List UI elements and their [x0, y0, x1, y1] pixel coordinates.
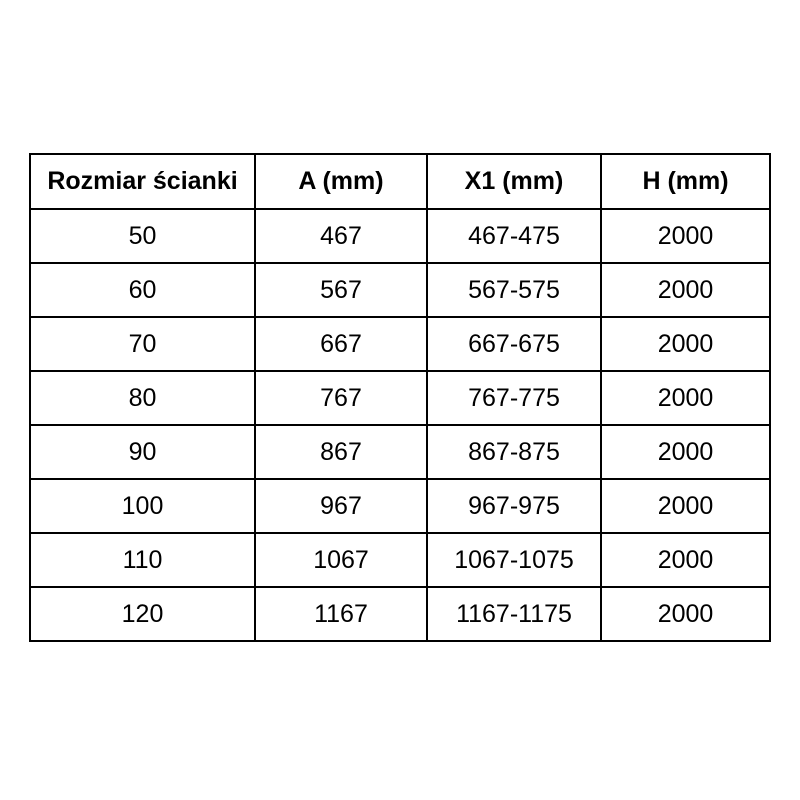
table-cell: 50 [30, 209, 255, 263]
table-header [30, 154, 770, 209]
column-header-rozmiar-scianki: Rozmiar ścianki [30, 154, 255, 209]
table-cell: 1167 [255, 587, 427, 641]
column-header-x1-mm: X1 (mm) [427, 154, 601, 209]
header-row [30, 154, 770, 209]
table-row [30, 371, 770, 425]
table-row [30, 317, 770, 371]
table-cell: 90 [30, 425, 255, 479]
table-cell: 467 [255, 209, 427, 263]
table-cell: 60 [30, 263, 255, 317]
table-cell: 967-975 [427, 479, 601, 533]
table-cell: 2000 [601, 371, 770, 425]
table-row [30, 533, 770, 587]
table-row [30, 587, 770, 641]
table-cell: 2000 [601, 479, 770, 533]
table-cell: 767-775 [427, 371, 601, 425]
table-row [30, 263, 770, 317]
spec-table-container [29, 153, 771, 642]
table-cell: 2000 [601, 587, 770, 641]
table-cell: 1067 [255, 533, 427, 587]
table-cell: 2000 [601, 533, 770, 587]
dimensions-table [29, 153, 771, 642]
table-cell: 2000 [601, 209, 770, 263]
table-cell: 100 [30, 479, 255, 533]
table-cell: 567 [255, 263, 427, 317]
table-body [30, 209, 770, 641]
table-row [30, 479, 770, 533]
column-header-h-mm: H (mm) [601, 154, 770, 209]
column-header-a-mm: A (mm) [255, 154, 427, 209]
table-cell: 2000 [601, 263, 770, 317]
table-cell: 867 [255, 425, 427, 479]
table-cell: 110 [30, 533, 255, 587]
table-row [30, 425, 770, 479]
table-row [30, 209, 770, 263]
table-cell: 867-875 [427, 425, 601, 479]
table-cell: 767 [255, 371, 427, 425]
table-cell: 667-675 [427, 317, 601, 371]
table-cell: 70 [30, 317, 255, 371]
table-cell: 1067-1075 [427, 533, 601, 587]
table-cell: 567-575 [427, 263, 601, 317]
table-cell: 120 [30, 587, 255, 641]
table-cell: 2000 [601, 317, 770, 371]
table-cell: 467-475 [427, 209, 601, 263]
table-cell: 667 [255, 317, 427, 371]
table-cell: 967 [255, 479, 427, 533]
table-cell: 2000 [601, 425, 770, 479]
table-cell: 1167-1175 [427, 587, 601, 641]
table-cell: 80 [30, 371, 255, 425]
